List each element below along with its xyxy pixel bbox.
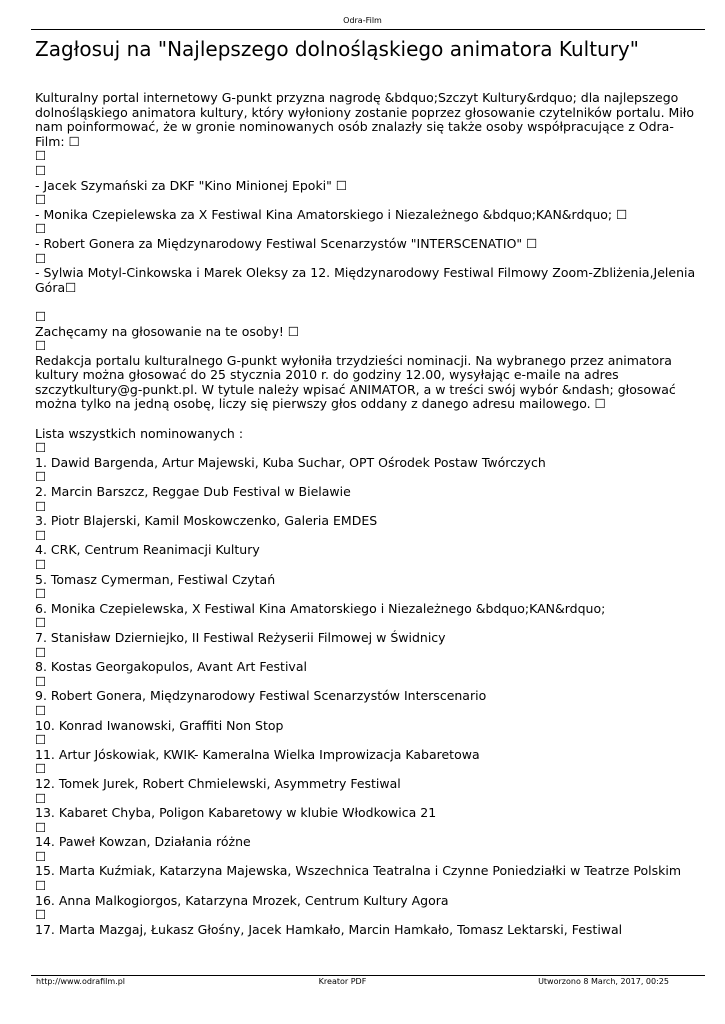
box-glyph: ☐ xyxy=(35,644,47,660)
nominee-item: 10. Konrad Iwanowski, Graffiti Non Stop xyxy=(35,717,284,733)
collaborator-item: - Jacek Szymański za DKF "Kino Minionej Epoki" ☐ xyxy=(35,177,348,193)
box-glyph: ☐ xyxy=(35,250,47,266)
editorial-paragraph: Redakcja portalu kulturalnego G-punkt wyłoniła trzydzieści nominacji. Na wybranego przez animatora kultury można głosować do 25 stycznia 2010 r. do godziny 12.00, wysyłając e-maile na adres szczytkultury@g-punkt.pl. W tytule należy wpisać ANIMATOR, a w treści swój wybór &ndash; głosować można tylko na jedną osobę, liczy się pierwszy głos oddany z danego adresu mailowego. ☐ xyxy=(35,352,676,412)
nominee-item: 13. Kabaret Chyba, Poligon Kabaretowy w klubie Włodkowica 21 xyxy=(35,805,437,821)
collaborator-item: - Monika Czepielewska za X Festiwal Kina Amatorskiego i Niezależnego &bdquo;KAN&rdquo; ☐ xyxy=(35,206,628,222)
box-glyph: ☐ xyxy=(35,907,47,923)
header-divider xyxy=(31,29,705,30)
box-glyph: ☐ xyxy=(35,878,47,894)
box-glyph: ☐ xyxy=(35,702,47,718)
box-glyph: ☐ xyxy=(35,790,47,806)
box-glyph: ☐ xyxy=(35,557,47,572)
nominee-item: 15. Marta Kuźmiak, Katarzyna Majewska, Wszechnica Teatralna i Czynne Poniedziałki w Teatrze Polskim xyxy=(35,863,682,879)
box-glyph: ☐ xyxy=(35,761,47,777)
footer-divider xyxy=(31,975,705,976)
box-glyph: ☐ xyxy=(35,615,47,631)
box-glyph: ☐ xyxy=(35,308,47,324)
footer-timestamp: Utworzono 8 March, 2017, 00:25 xyxy=(538,977,669,986)
box-glyph: ☐ xyxy=(35,732,47,748)
nominee-item: 1. Dawid Bargenda, Artur Majewski, Kuba Suchar, OPT Ośrodek Postaw Twórczych xyxy=(35,454,546,470)
nominee-item: 17. Marta Mazgaj, Łukasz Głośny, Jacek Hamkało, Marcin Hamkało, Tomasz Lektarski, Festiwal xyxy=(35,921,623,937)
box-glyph: ☐ xyxy=(35,162,47,178)
box-glyph: ☐ xyxy=(35,586,47,602)
footer-creator: Kreator PDF xyxy=(318,977,367,986)
nominee-item: 11. Artur Jóskowiak, KWIK- Kameralna Wielka Improwizacja Kabaretowa xyxy=(35,746,480,762)
nominee-item: 6. Monika Czepielewska, X Festiwal Kina Amatorskiego i Niezależnego &bdquo;KAN&rdquo; xyxy=(35,600,606,616)
nominee-item: 12. Tomek Jurek, Robert Chmielewski, Asymmetry Festiwal xyxy=(35,775,401,791)
nominee-item: 8. Kostas Georgakopulos, Avant Art Festival xyxy=(35,659,307,675)
box-glyph: ☐ xyxy=(35,527,47,543)
box-glyph: ☐ xyxy=(35,469,47,485)
nominee-item: 14. Paweł Kowzan, Działania różne xyxy=(35,834,251,850)
nominee-item: 5. Tomasz Cymerman, Festiwal Czytań xyxy=(35,571,276,587)
box-glyph: ☐ xyxy=(35,221,47,237)
article-body xyxy=(35,91,700,937)
box-glyph: ☐ xyxy=(35,819,47,835)
box-glyph: ☐ xyxy=(35,673,47,689)
site-header: Odra-Film xyxy=(343,16,382,25)
list-heading: Lista wszystkich nominowanych : xyxy=(35,425,244,441)
box-glyph: ☐ xyxy=(35,498,47,514)
nominee-item: 3. Piotr Blajerski, Kamil Moskowczenko, Galeria EMDES xyxy=(35,513,378,529)
box-glyph: ☐ xyxy=(35,440,47,456)
footer-url: http://www.odrafilm.pl xyxy=(36,977,126,986)
box-glyph: ☐ xyxy=(35,338,47,354)
box-glyph: ☐ xyxy=(35,848,47,864)
page-title: Zagłosuj na "Najlepszego dolnośląskiego animatora Kultury" xyxy=(35,37,639,61)
encourage-text: Zachęcamy na głosowanie na te osoby! ☐ xyxy=(35,323,300,339)
nominee-item: 9. Robert Gonera, Międzynarodowy Festiwal Scenarzystów Interscenario xyxy=(35,688,487,704)
collaborator-item: - Robert Gonera za Międzynarodowy Festiwal Scenarzystów "INTERSCENATIO" ☐ xyxy=(35,235,538,251)
box-glyph: ☐ xyxy=(35,148,47,164)
nominee-item: 16. Anna Malkogiorgos, Katarzyna Mrozek, Centrum Kultury Agora xyxy=(35,892,449,908)
nominee-item: 7. Stanisław Dzierniejko, II Festiwal Reżyserii Filmowej w Świdnicy xyxy=(35,629,446,645)
intro-paragraph: Kulturalny portal internetowy G-punkt przyzna nagrodę &bdquo;Szczyt Kultury&rdquo; dla najlepszego dolnośląskiego animatora kultury, który wyłoniony zostanie poprzez głosowanie czytelników portalu. Miło nam poinformować, że w gronie nominowanych osób znalazły się także osoby współpracujące z Odra-Film: ☐ xyxy=(35,90,694,149)
nominee-item: 4. CRK, Centrum Reanimacji Kultury xyxy=(35,542,260,558)
nominee-item: 2. Marcin Barszcz, Reggae Dub Festival w Bielawie xyxy=(35,484,351,500)
box-glyph: ☐ xyxy=(35,192,47,208)
collaborator-item: - Sylwia Motyl-Cinkowska i Marek Oleksy za 12. Międzynarodowy Festiwal Filmowy Zoom-Zbliżenia,Jelenia Góra☐ xyxy=(35,265,696,295)
